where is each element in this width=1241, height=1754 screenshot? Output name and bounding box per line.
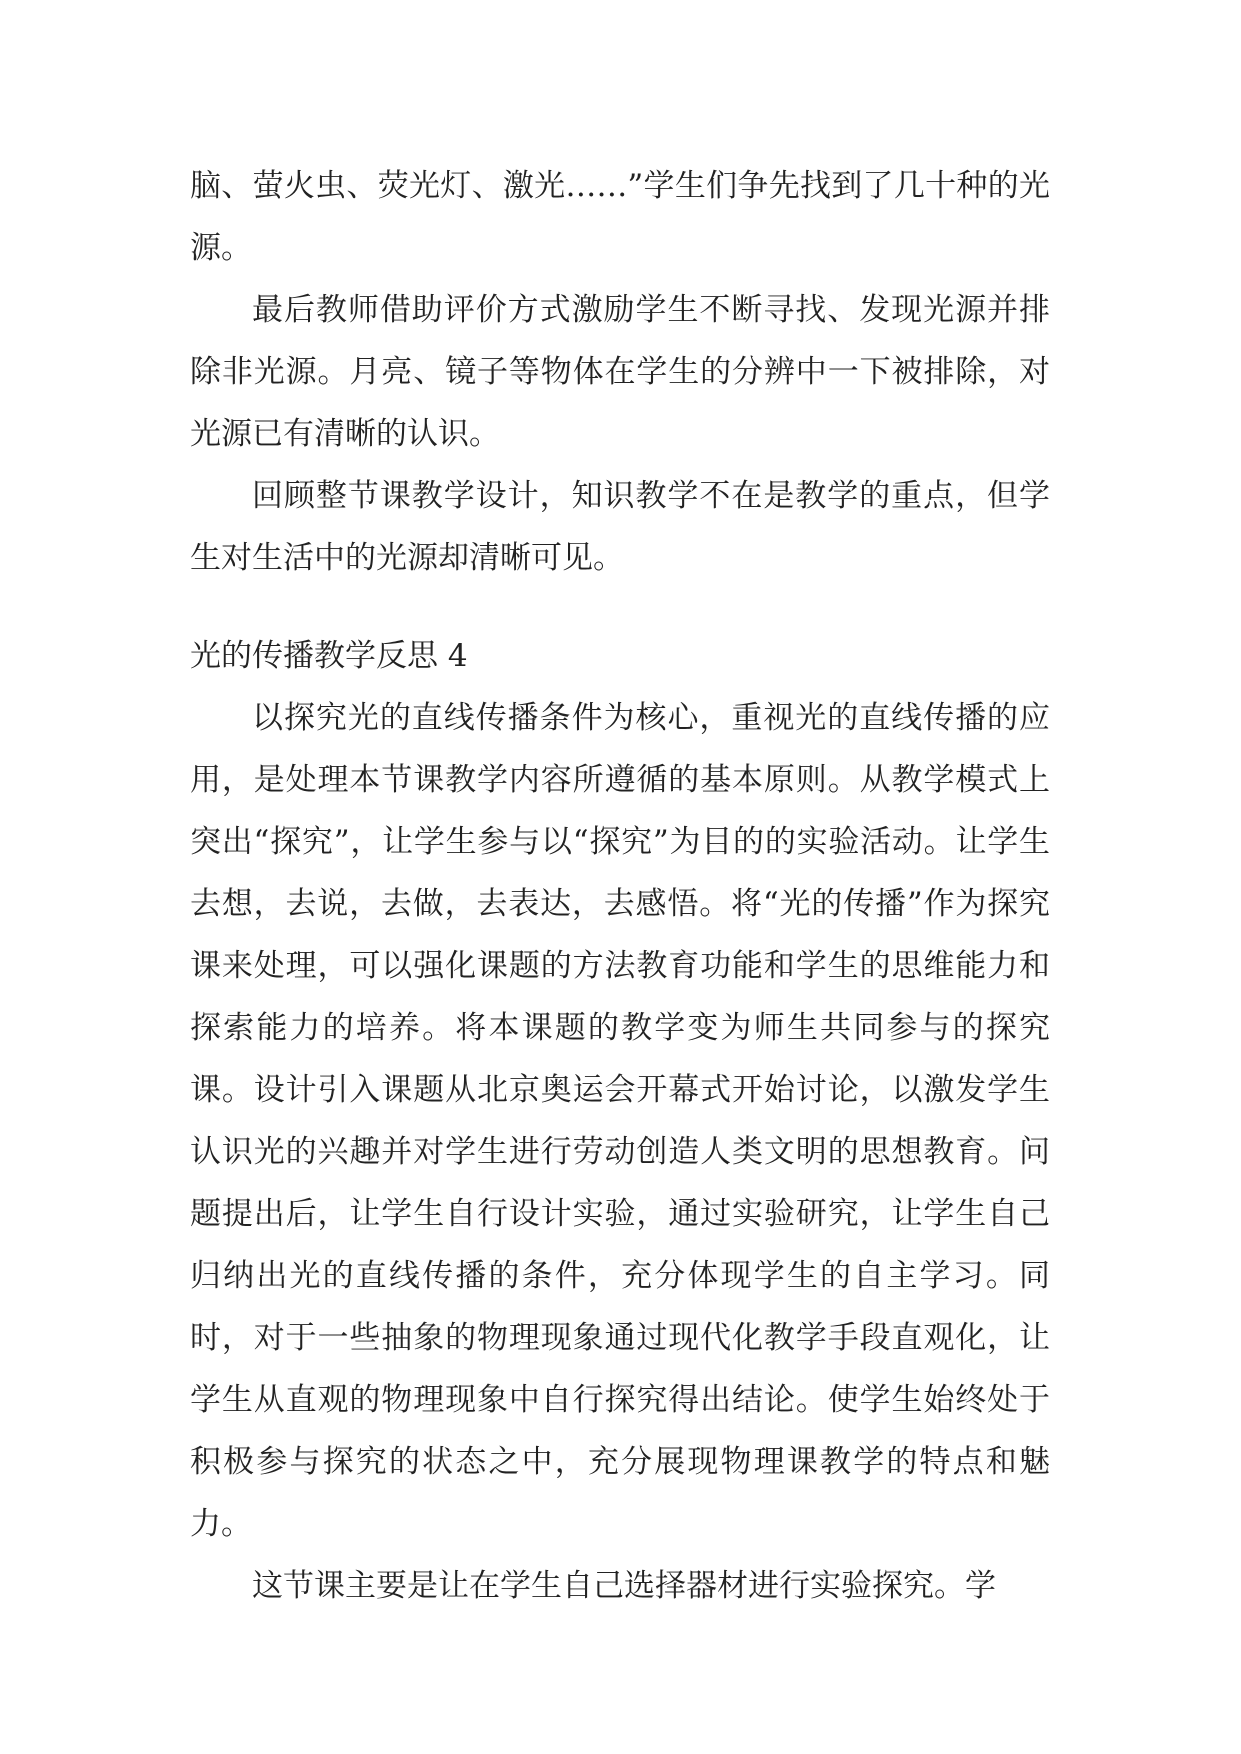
paragraph-evaluation: 最后教师借助评价方式激励学生不断寻找、发现光源并排除非光源。月亮、镜子等物体在学生的分辨中一下被排除，对光源已有清晰的认识。 — [190, 292, 1050, 452]
paragraph-review: 回顾整节课教学设计，知识教学不在是教学的重点，但学生对生活中的光源却清晰可见。 — [190, 478, 1050, 576]
paragraph-continuation: 脑、萤火虫、荧光灯、激光……”学生们争先找到了几十种的光源。 — [190, 168, 1050, 266]
paragraph-last: 这节课主要是让在学生自己选择器材进行实验探究。学 — [252, 1568, 996, 1604]
section-title: 光的传播教学反思 4 — [190, 638, 468, 674]
paragraph-principle: 以探究光的直线传播条件为核心，重视光的直线传播的应用，是处理本节课教学内容所遵循的基本原则。从教学模式上突出“探究”，让学生参与以“探究”为目的的实验活动。让学生去想，去说，去做，去表达，去感悟。将“光的传播”作为探究课来处理，可以强化课题的方法教育功能和学生的思维能力和探索能力的培养。将本课题的教学变为师生共同参与的探究课。设计引入课题从北京奥运会开幕式开始讨论，以激发学生认识光的兴趣并对学生进行劳动创造人类文明的思想教育。问题提出后，让学生自行设计实验，通过实验研究，让学生自己归纳出光的直线传播的条件，充分体现学生的自主学习。同时，对于一些抽象的物理现象通过现代化教学手段直观化，让学生从直观的物理现象中自行探究得出结论。使学生始终处于积极参与探究的状态之中，充分展现物理课教学的特点和魅力。 — [190, 700, 1050, 1542]
